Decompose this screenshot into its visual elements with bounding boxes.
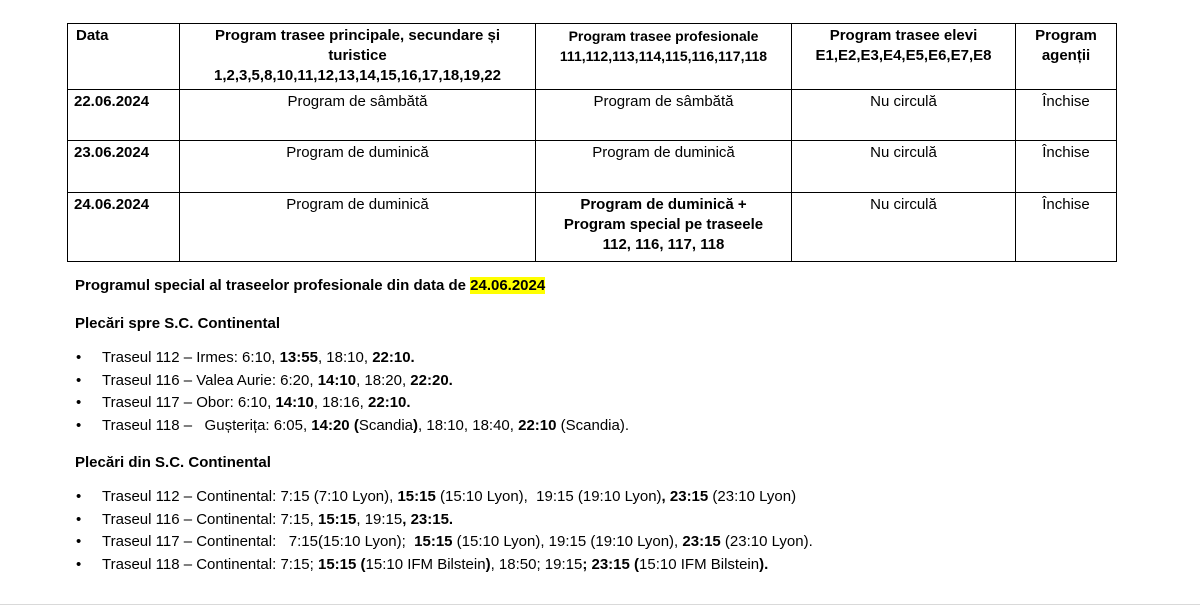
special-program-title <box>75 277 545 294</box>
header-professional-routes <box>536 24 792 90</box>
header-main-routes <box>180 24 536 90</box>
header-agencies: Program agenții <box>1016 24 1117 90</box>
list-item: • Traseul 112 – Irmes: 6:10, 13:55, 18:10, 22:10. <box>75 347 629 370</box>
special-title-date: 24.06.2024 <box>470 277 546 294</box>
header-date: Data <box>68 24 180 90</box>
table-row <box>68 193 1117 262</box>
row-main: Program de duminică <box>180 193 536 262</box>
table-header-row <box>68 24 1117 90</box>
header-students-title: Program trasee elevi <box>829 27 978 44</box>
row-main: Program de duminică <box>180 141 536 193</box>
header-prof-title: Program trasee profesionale <box>568 28 759 44</box>
table-row <box>68 141 1117 193</box>
row-date: 24.06.2024 <box>68 193 180 262</box>
header-main-title: Program trasee principale, secundare și turistice <box>214 27 501 64</box>
schedule-table <box>67 23 1117 262</box>
from-continental-list <box>75 486 813 576</box>
list-item: • Traseul 117 – Continental: 7:15(15:10 Lyon); 15:15 (15:10 Lyon), 19:15 (19:10 Lyon), 23:15 (23:10 Lyon). <box>75 531 813 554</box>
to-continental-list <box>75 347 629 437</box>
row-prof: Program de duminică + Program special pe traseele 112, 116, 117, 118 <box>536 193 792 262</box>
row-students: Nu circulă <box>792 141 1016 193</box>
header-prof-route-list: 111,112,113,114,115,116,117,118 <box>559 48 768 64</box>
row-students: Nu circulă <box>792 90 1016 141</box>
row-prof: Program de duminică <box>536 141 792 193</box>
list-item: • Traseul 112 – Continental: 7:15 (7:10 Lyon), 15:15 (15:10 Lyon), 19:15 (19:10 Lyon), 23:15 (23:10 Lyon) <box>75 486 813 509</box>
row-prof: Program de sâmbătă <box>536 90 792 141</box>
row-agencies: Închise <box>1016 90 1117 141</box>
row-agencies: Închise <box>1016 141 1117 193</box>
header-student-routes <box>792 24 1016 90</box>
to-continental-heading: Plecări spre S.C. Continental <box>75 315 281 332</box>
row-date: 22.06.2024 <box>68 90 180 141</box>
from-continental-heading: Plecări din S.C. Continental <box>75 454 271 471</box>
row-date: 23.06.2024 <box>68 141 180 193</box>
header-main-route-list: 1,2,3,5,8,10,11,12,13,14,15,16,17,18,19,22 <box>214 67 501 84</box>
list-item: • Traseul 118 – Gușterița: 6:05, 14:20 (Scandia), 18:10, 18:40, 22:10 (Scandia). <box>75 415 629 438</box>
list-item: • Traseul 116 – Continental: 7:15, 15:15, 19:15, 23:15. <box>75 509 813 532</box>
page-divider <box>0 604 1200 605</box>
row-main: Program de sâmbătă <box>180 90 536 141</box>
list-item: • Traseul 116 – Valea Aurie: 6:20, 14:10, 18:20, 22:20. <box>75 370 629 393</box>
row-students: Nu circulă <box>792 193 1016 262</box>
special-title-text: Programul special al traseelor profesionale din data de <box>75 277 466 294</box>
row-agencies: Închise <box>1016 193 1117 262</box>
header-students-route-list: E1,E2,E3,E4,E5,E6,E7,E8 <box>815 47 992 64</box>
table-row <box>68 90 1117 141</box>
list-item: • Traseul 118 – Continental: 7:15; 15:15 (15:10 IFM Bilstein), 18:50; 19:15; 23:15 (15:10 IFM Bilstein). <box>75 554 813 577</box>
list-item: • Traseul 117 – Obor: 6:10, 14:10, 18:16, 22:10. <box>75 392 629 415</box>
